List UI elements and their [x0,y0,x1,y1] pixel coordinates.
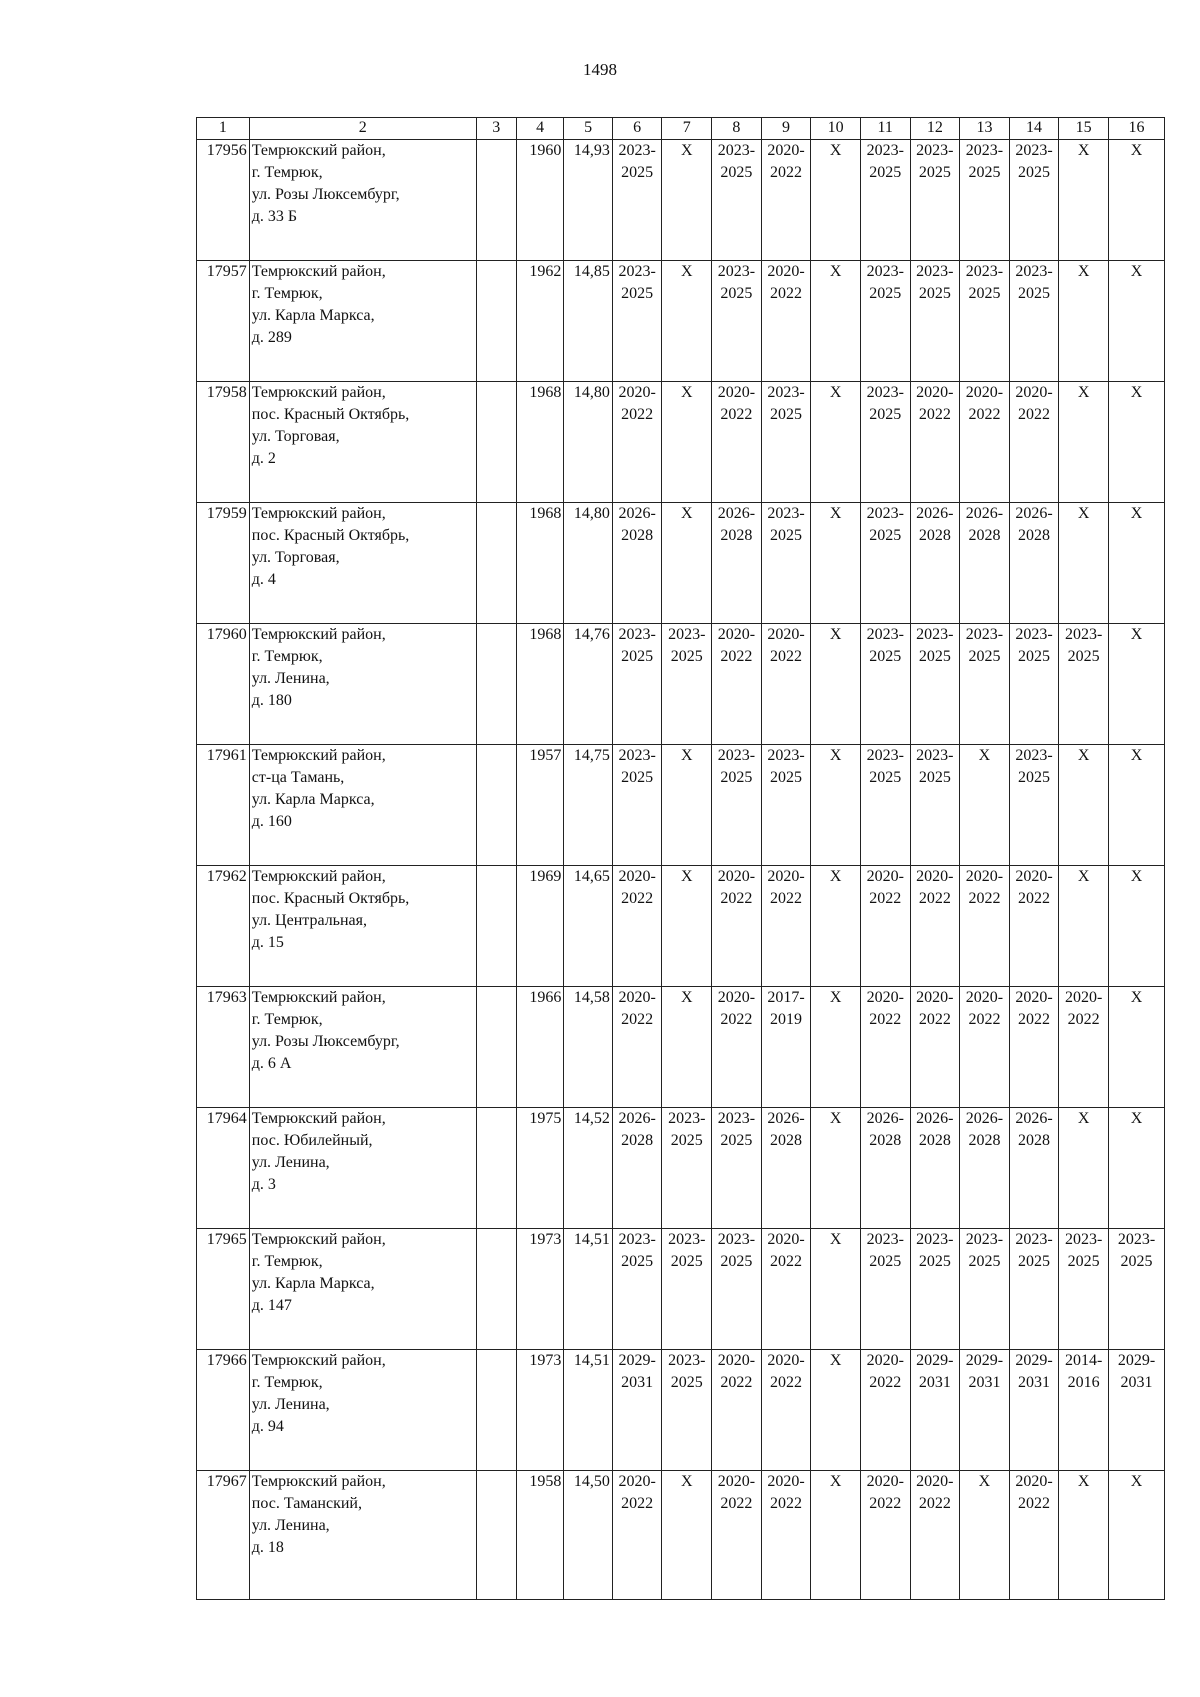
address-cell [249,140,476,261]
table-body [197,140,1165,1600]
build-year: 1975 [516,1108,564,1229]
address-line: пос. Красный Октябрь, [251,527,410,544]
cell-col10: X [811,1108,861,1229]
build-year: 1966 [516,987,564,1108]
cell-col12: 2023- 2025 [910,745,960,866]
cell-col11: 2023- 2025 [860,624,910,745]
cell-col13: 2026- 2028 [960,1108,1010,1229]
cell-col16: X [1108,866,1164,987]
cell-col7: 2023- 2025 [662,624,712,745]
cell-col6: 2020- 2022 [612,866,662,987]
build-year: 1969 [516,866,564,987]
address-cell [249,987,476,1108]
cell-col10: X [811,624,861,745]
cell-col10: X [811,745,861,866]
cell-col6: 2020- 2022 [612,1471,662,1600]
value-col5: 14,65 [564,866,613,987]
cell-col7: 2023- 2025 [662,1350,712,1471]
address-line: ул. Розы Люксембург, [251,1033,400,1050]
address-line: ул. Торговая, [251,428,340,445]
cell-col6: 2026- 2028 [612,1108,662,1229]
cell-col10: X [811,503,861,624]
address-line: д. 160 [251,813,292,830]
build-year: 1968 [516,624,564,745]
cell-col13: 2020- 2022 [960,987,1010,1108]
cell-col6: 2023- 2025 [612,261,662,382]
record-number: 17961 [197,745,250,866]
address-line: д. 94 [251,1418,284,1435]
cell-col9: 2020- 2022 [761,866,811,987]
value-col5: 14,51 [564,1350,613,1471]
address-line: д. 180 [251,692,292,709]
value-col5: 14,80 [564,382,613,503]
value-col5: 14,76 [564,624,613,745]
column-header-2: 2 [249,118,476,140]
cell-col3 [476,261,516,382]
address-line: д. 6 А [251,1055,292,1072]
cell-col13: 2020- 2022 [960,866,1010,987]
cell-col3 [476,1108,516,1229]
cell-col9: 2020- 2022 [761,140,811,261]
cell-col15: 2023- 2025 [1059,1229,1109,1350]
address-line: д. 4 [251,571,276,588]
cell-col9: 2026- 2028 [761,1108,811,1229]
cell-col8: 2020- 2022 [712,987,762,1108]
cell-col9: 2023- 2025 [761,503,811,624]
cell-col6: 2023- 2025 [612,140,662,261]
address-line: Темрюкский район, [251,626,386,643]
address-line: г. Темрюк, [251,285,323,302]
build-year: 1958 [516,1471,564,1600]
column-header-7: 7 [662,118,712,140]
cell-col10: X [811,866,861,987]
cell-col11: 2020- 2022 [860,1350,910,1471]
table-row [197,1350,1165,1471]
cell-col10: X [811,261,861,382]
cell-col14: 2023- 2025 [1009,261,1059,382]
record-number: 17962 [197,866,250,987]
cell-col16: 2029- 2031 [1108,1350,1164,1471]
cell-col16: X [1108,745,1164,866]
cell-col16: X [1108,140,1164,261]
cell-col7: 2023- 2025 [662,1229,712,1350]
address-cell [249,1350,476,1471]
cell-col14: 2020- 2022 [1009,987,1059,1108]
cell-col7: 2023- 2025 [662,1108,712,1229]
address-cell [249,624,476,745]
register-table [196,117,1165,1600]
cell-col6: 2023- 2025 [612,745,662,866]
record-number: 17963 [197,987,250,1108]
cell-col13: X [960,1471,1010,1600]
address-line: ул. Торговая, [251,549,340,566]
cell-col6: 2020- 2022 [612,987,662,1108]
address-line: ул. Карла Маркса, [251,1275,375,1292]
build-year: 1968 [516,382,564,503]
address-cell [249,1229,476,1350]
column-header-6: 6 [612,118,662,140]
build-year: 1960 [516,140,564,261]
address-line: д. 3 [251,1176,276,1193]
cell-col8: 2023- 2025 [712,745,762,866]
column-header-16: 16 [1108,118,1164,140]
address-line: Темрюкский район, [251,505,386,522]
cell-col8: 2020- 2022 [712,1350,762,1471]
address-line: ул. Карла Маркса, [251,307,375,324]
cell-col12: 2026- 2028 [910,1108,960,1229]
cell-col16: X [1108,261,1164,382]
cell-col11: 2020- 2022 [860,1471,910,1600]
cell-col9: 2023- 2025 [761,382,811,503]
cell-col8: 2023- 2025 [712,140,762,261]
cell-col3 [476,503,516,624]
cell-col3 [476,1471,516,1600]
record-number: 17956 [197,140,250,261]
cell-col6: 2029- 2031 [612,1350,662,1471]
address-cell [249,1108,476,1229]
cell-col10: X [811,382,861,503]
address-cell [249,866,476,987]
cell-col10: X [811,987,861,1108]
column-header-15: 15 [1059,118,1109,140]
build-year: 1962 [516,261,564,382]
cell-col10: X [811,1350,861,1471]
address-line: ул. Ленина, [251,670,330,687]
address-line: д. 289 [251,329,292,346]
cell-col7: X [662,382,712,503]
cell-col7: X [662,866,712,987]
address-line: пос. Красный Октябрь, [251,890,410,907]
cell-col15: X [1059,503,1109,624]
address-line: ул. Розы Люксембург, [251,186,400,203]
cell-col3 [476,745,516,866]
cell-col11: 2023- 2025 [860,503,910,624]
cell-col7: X [662,987,712,1108]
address-line: ул. Ленина, [251,1396,330,1413]
cell-col11: 2020- 2022 [860,987,910,1108]
record-number: 17966 [197,1350,250,1471]
cell-col8: 2020- 2022 [712,1471,762,1600]
cell-col6: 2020- 2022 [612,382,662,503]
cell-col16: X [1108,624,1164,745]
cell-col15: 2023- 2025 [1059,624,1109,745]
cell-col10: X [811,1229,861,1350]
cell-col11: 2020- 2022 [860,866,910,987]
value-col5: 14,52 [564,1108,613,1229]
cell-col12: 2023- 2025 [910,140,960,261]
address-line: Темрюкский район, [251,263,386,280]
address-line: ул. Ленина, [251,1154,330,1171]
cell-col14: 2029- 2031 [1009,1350,1059,1471]
column-number-row [197,118,1165,140]
address-line: г. Темрюк, [251,1374,323,1391]
table-row [197,140,1165,261]
cell-col15: 2020- 2022 [1059,987,1109,1108]
record-number: 17959 [197,503,250,624]
value-col5: 14,85 [564,261,613,382]
address-line: д. 2 [251,450,276,467]
value-col5: 14,50 [564,1471,613,1600]
address-line: Темрюкский район, [251,1231,386,1248]
address-line: Темрюкский район, [251,989,386,1006]
address-line: пос. Таманский, [251,1495,362,1512]
cell-col3 [476,624,516,745]
cell-col16: 2023- 2025 [1108,1229,1164,1350]
cell-col16: X [1108,1471,1164,1600]
table-row [197,624,1165,745]
cell-col14: 2023- 2025 [1009,624,1059,745]
record-number: 17965 [197,1229,250,1350]
table-row [197,1229,1165,1350]
address-line: г. Темрюк, [251,164,323,181]
address-line: Темрюкский район, [251,1473,386,1490]
cell-col12: 2020- 2022 [910,866,960,987]
cell-col13: 2023- 2025 [960,624,1010,745]
column-header-3: 3 [476,118,516,140]
cell-col14: 2023- 2025 [1009,1229,1059,1350]
cell-col10: X [811,1471,861,1600]
cell-col9: 2020- 2022 [761,1471,811,1600]
record-number: 17957 [197,261,250,382]
record-number: 17958 [197,382,250,503]
cell-col13: 2029- 2031 [960,1350,1010,1471]
cell-col15: X [1059,140,1109,261]
cell-col7: X [662,745,712,866]
table-row [197,987,1165,1108]
cell-col9: 2020- 2022 [761,1350,811,1471]
column-header-5: 5 [564,118,613,140]
table-row [197,503,1165,624]
cell-col7: X [662,140,712,261]
value-col5: 14,93 [564,140,613,261]
address-line: д. 147 [251,1297,292,1314]
cell-col15: X [1059,745,1109,866]
build-year: 1968 [516,503,564,624]
cell-col9: 2023- 2025 [761,745,811,866]
address-line: д. 18 [251,1539,284,1556]
build-year: 1973 [516,1229,564,1350]
cell-col6: 2023- 2025 [612,1229,662,1350]
cell-col14: 2026- 2028 [1009,503,1059,624]
address-line: д. 15 [251,934,284,951]
cell-col8: 2020- 2022 [712,382,762,503]
cell-col15: X [1059,1471,1109,1600]
cell-col8: 2020- 2022 [712,624,762,745]
cell-col8: 2020- 2022 [712,866,762,987]
cell-col12: 2020- 2022 [910,382,960,503]
cell-col14: 2023- 2025 [1009,140,1059,261]
cell-col7: X [662,503,712,624]
address-line: Темрюкский район, [251,384,386,401]
column-header-11: 11 [860,118,910,140]
address-cell [249,503,476,624]
address-line: ул. Карла Маркса, [251,791,375,808]
column-header-10: 10 [811,118,861,140]
cell-col14: 2020- 2022 [1009,866,1059,987]
address-cell [249,261,476,382]
cell-col11: 2023- 2025 [860,745,910,866]
address-line: г. Темрюк, [251,1253,323,1270]
address-line: г. Темрюк, [251,648,323,665]
value-col5: 14,51 [564,1229,613,1350]
address-line: ул. Центральная, [251,912,367,929]
column-header-13: 13 [960,118,1010,140]
cell-col12: 2023- 2025 [910,624,960,745]
cell-col3 [476,140,516,261]
cell-col8: 2023- 2025 [712,1108,762,1229]
table-row [197,866,1165,987]
address-line: пос. Юбилейный, [251,1132,373,1149]
value-col5: 14,58 [564,987,613,1108]
record-number: 17960 [197,624,250,745]
cell-col6: 2026- 2028 [612,503,662,624]
record-number: 17967 [197,1471,250,1600]
cell-col12: 2023- 2025 [910,261,960,382]
cell-col12: 2020- 2022 [910,987,960,1108]
cell-col12: 2026- 2028 [910,503,960,624]
cell-col11: 2023- 2025 [860,1229,910,1350]
table-row [197,261,1165,382]
address-line: д. 33 Б [251,208,298,225]
cell-col16: X [1108,987,1164,1108]
table-row [197,382,1165,503]
column-header-9: 9 [761,118,811,140]
page-number: 1498 [583,60,617,79]
address-line: Темрюкский район, [251,1352,386,1369]
address-line: г. Темрюк, [251,1011,323,1028]
cell-col3 [476,1350,516,1471]
cell-col16: X [1108,382,1164,503]
cell-col6: 2023- 2025 [612,624,662,745]
column-header-8: 8 [712,118,762,140]
cell-col14: 2023- 2025 [1009,745,1059,866]
cell-col8: 2023- 2025 [712,261,762,382]
cell-col3 [476,866,516,987]
cell-col12: 2029- 2031 [910,1350,960,1471]
cell-col11: 2023- 2025 [860,140,910,261]
cell-col13: 2026- 2028 [960,503,1010,624]
cell-col14: 2020- 2022 [1009,382,1059,503]
cell-col14: 2020- 2022 [1009,1471,1059,1600]
address-line: Темрюкский район, [251,868,386,885]
address-line: Темрюкский район, [251,1110,386,1127]
cell-col3 [476,987,516,1108]
address-cell [249,1471,476,1600]
cell-col3 [476,382,516,503]
column-header-4: 4 [516,118,564,140]
address-line: Темрюкский район, [251,747,386,764]
column-header-1: 1 [197,118,250,140]
address-line: Темрюкский район, [251,142,386,159]
cell-col7: X [662,261,712,382]
column-header-12: 12 [910,118,960,140]
cell-col10: X [811,140,861,261]
cell-col9: 2020- 2022 [761,624,811,745]
cell-col13: 2020- 2022 [960,382,1010,503]
cell-col15: X [1059,866,1109,987]
cell-col15: X [1059,1108,1109,1229]
value-col5: 14,75 [564,745,613,866]
cell-col8: 2026- 2028 [712,503,762,624]
address-line: ул. Ленина, [251,1517,330,1534]
record-number: 17964 [197,1108,250,1229]
address-line: пос. Красный Октябрь, [251,406,410,423]
table-row [197,1471,1165,1600]
cell-col16: X [1108,503,1164,624]
cell-col9: 2020- 2022 [761,261,811,382]
cell-col13: X [960,745,1010,866]
cell-col3 [476,1229,516,1350]
cell-col8: 2023- 2025 [712,1229,762,1350]
cell-col11: 2023- 2025 [860,382,910,503]
cell-col15: 2014- 2016 [1059,1350,1109,1471]
cell-col7: X [662,1471,712,1600]
cell-col11: 2023- 2025 [860,261,910,382]
address-cell [249,382,476,503]
address-cell [249,745,476,866]
build-year: 1957 [516,745,564,866]
cell-col13: 2023- 2025 [960,1229,1010,1350]
cell-col16: X [1108,1108,1164,1229]
cell-col13: 2023- 2025 [960,140,1010,261]
table-row [197,745,1165,866]
build-year: 1973 [516,1350,564,1471]
cell-col12: 2020- 2022 [910,1471,960,1600]
cell-col12: 2023- 2025 [910,1229,960,1350]
cell-col11: 2026- 2028 [860,1108,910,1229]
cell-col14: 2026- 2028 [1009,1108,1059,1229]
address-line: ст-ца Тамань, [251,769,345,786]
cell-col9: 2017- 2019 [761,987,811,1108]
value-col5: 14,80 [564,503,613,624]
cell-col15: X [1059,382,1109,503]
cell-col9: 2020- 2022 [761,1229,811,1350]
table-row [197,1108,1165,1229]
cell-col15: X [1059,261,1109,382]
column-header-14: 14 [1009,118,1059,140]
cell-col13: 2023- 2025 [960,261,1010,382]
